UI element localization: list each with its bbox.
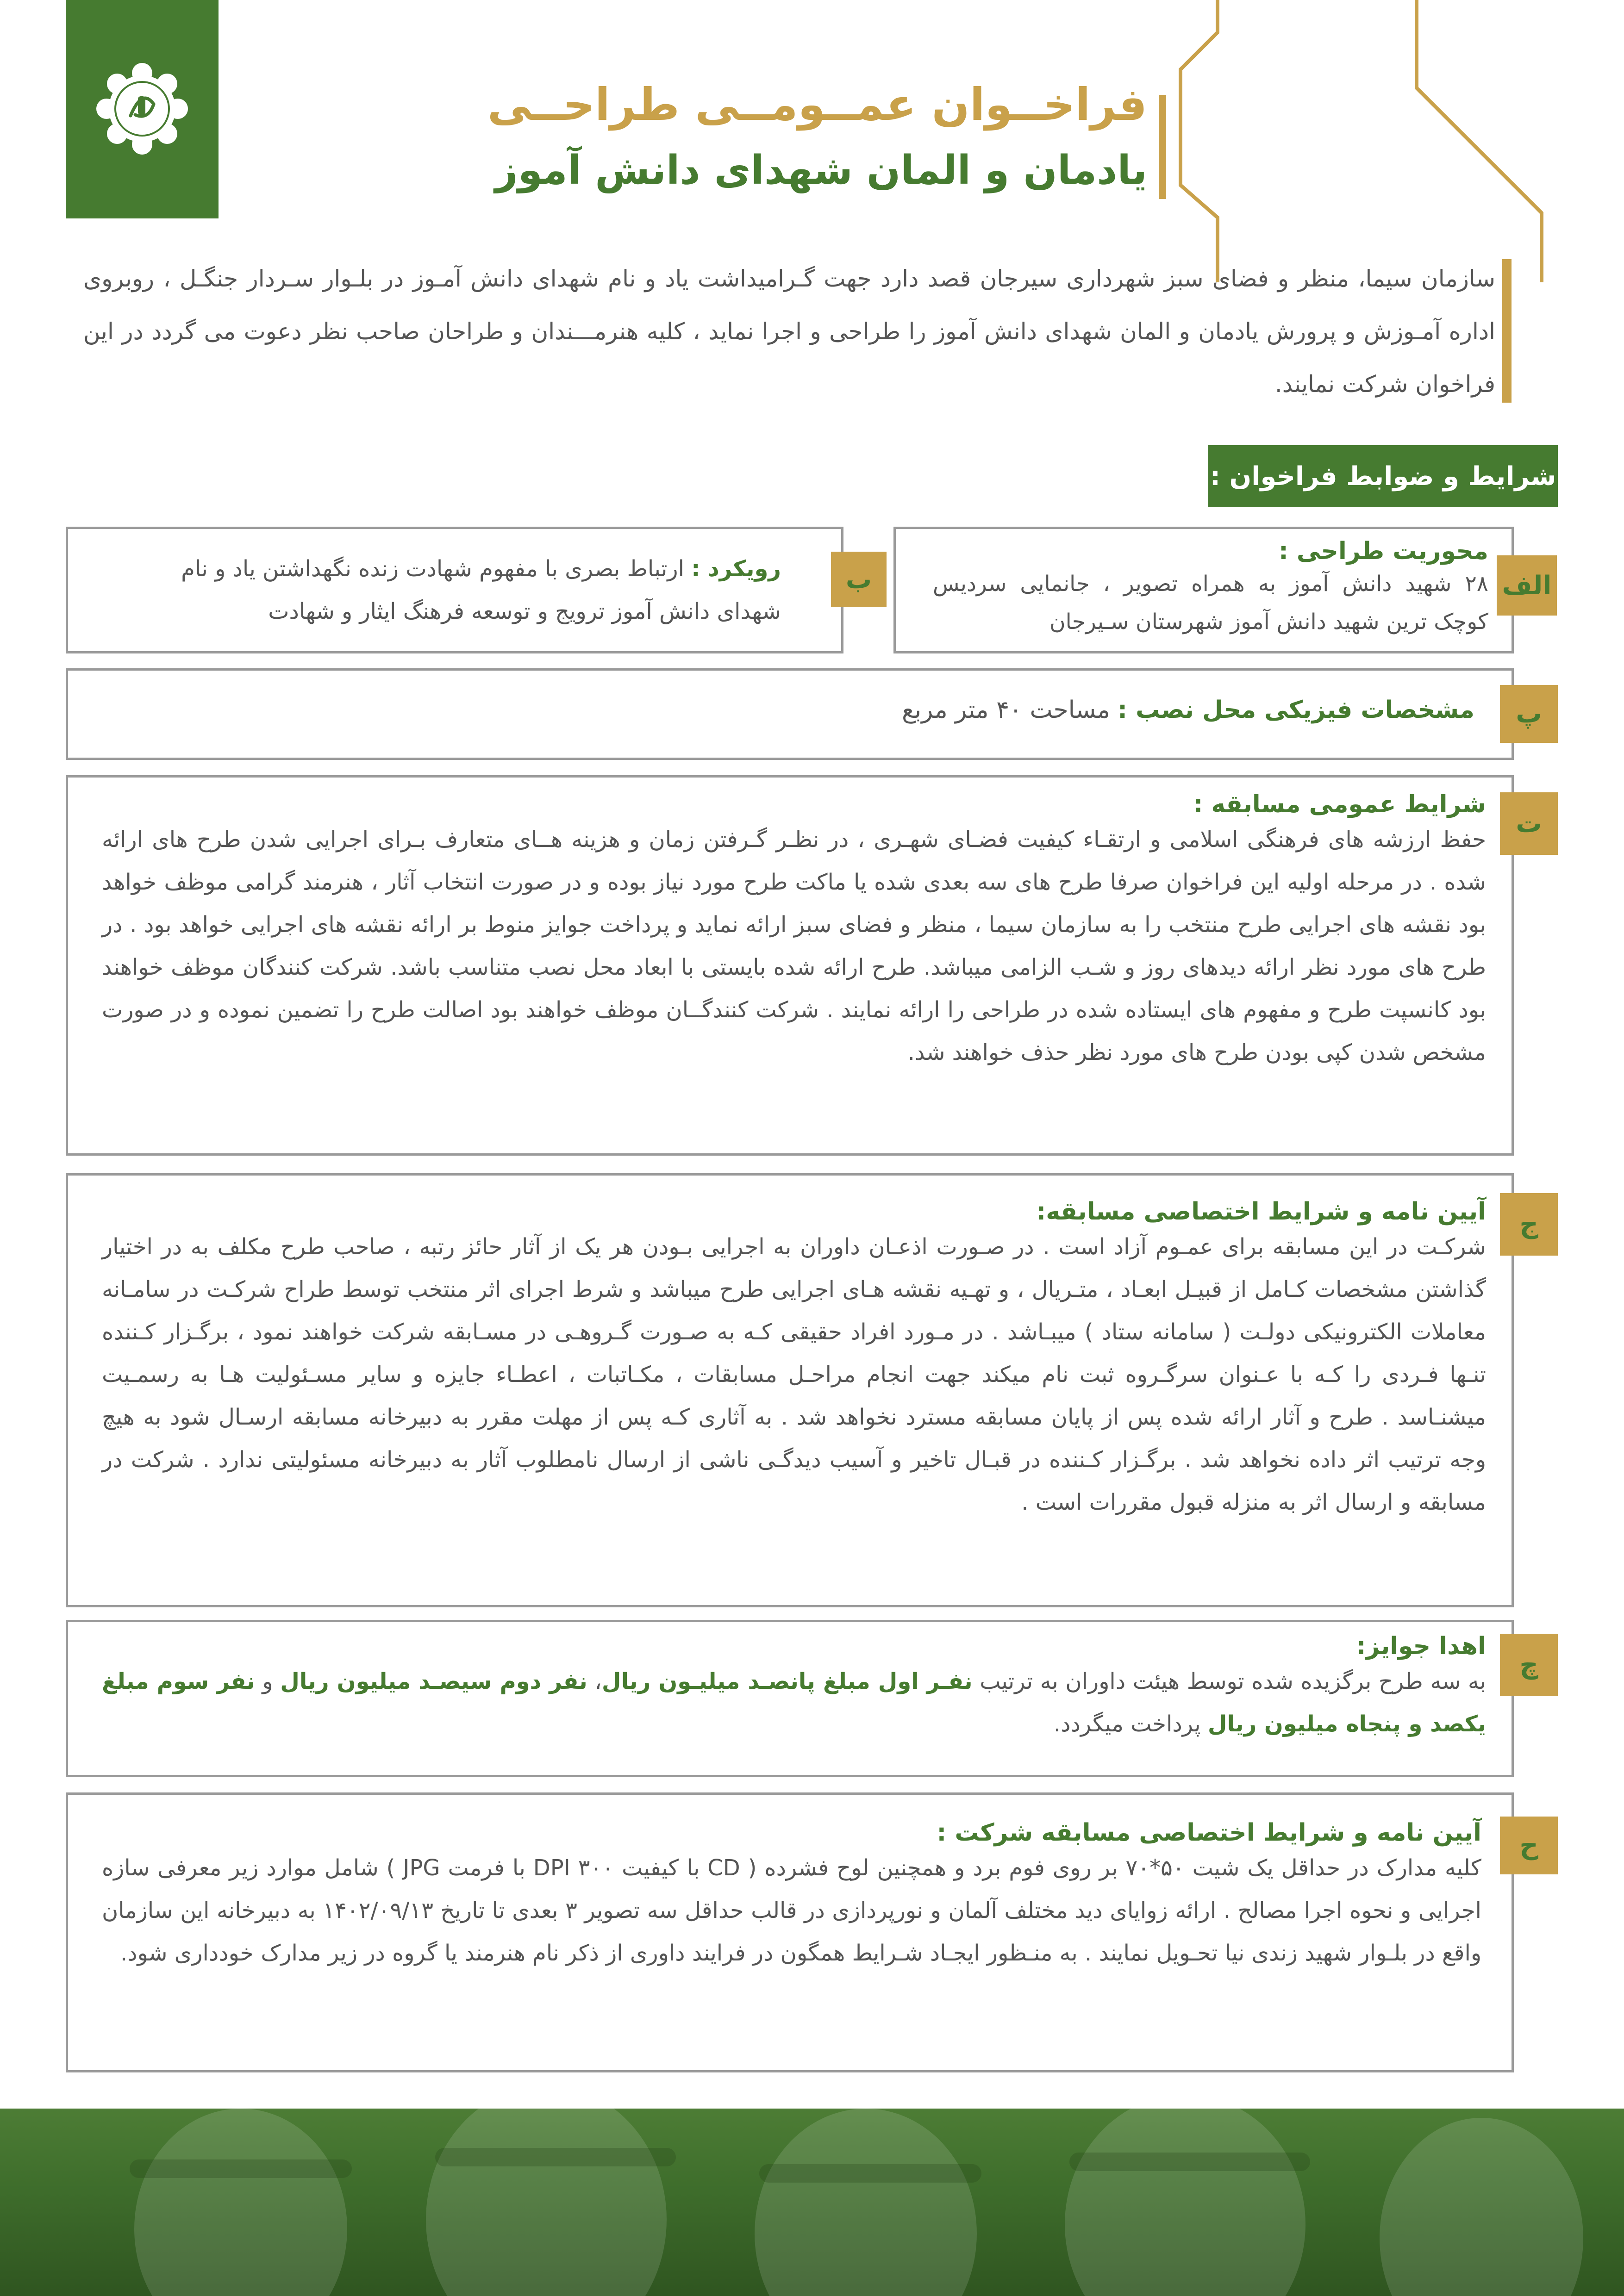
section-pe-title: مشخصات فیزیکی محل نصب : bbox=[1118, 696, 1474, 724]
prize-outro-text: پرداخت میگردد. bbox=[1053, 1711, 1201, 1737]
conditions-heading: شرایط و ضوابط فراخوان : bbox=[1208, 445, 1558, 507]
section-che-card bbox=[66, 1620, 1514, 1777]
section-te-card bbox=[66, 775, 1514, 1156]
section-alef-card bbox=[893, 527, 1514, 653]
municipality-emblem-icon bbox=[94, 60, 191, 157]
section-che-tab: چ bbox=[1500, 1634, 1558, 1696]
section-he-card bbox=[66, 1792, 1514, 2072]
section-he-text: کلیه مدارک در حداقل یک شیت ۵۰*۷۰ بر روی فوم برد و همچنین لوح فشرده ( CD با کیفیت DPI ۳۰۰ با فرمت JPG ) شامل موارد زیر معرفی سازه اجرایی و نحوه اجرا مصالح . ارائه زوایای دید مختلف آلمان و نورپردازی در قالب حداقل سه تصویر ۳ بعدی تا تاریخ ۱۴۰۲/۰۹/۱۳ به دبیرخانه این سازمان واقع در بلـوار شهید زندی نیا تحـویل نمایند . به منـظور ایجـاد شـرایط همگون در فرایند داوری از ذکر نام هنرمند یا گروه در زیر مدارک خودداری شود. bbox=[102, 1855, 1482, 1966]
decorative-gold-line bbox=[1167, 0, 1560, 282]
section-alef-title: محوریت طراحی : bbox=[1278, 537, 1488, 565]
martyrs-silhouette-icon bbox=[0, 2109, 1624, 2296]
section-be-tab: ب bbox=[831, 552, 887, 607]
section-be-title: رویکرد : bbox=[691, 556, 781, 582]
section-pe-text: مساحت ۴۰ متر مربع bbox=[902, 696, 1110, 724]
section-che-text bbox=[102, 1660, 1486, 1745]
prize-separator-2: و bbox=[262, 1668, 273, 1694]
section-alef-tab: الف bbox=[1497, 555, 1557, 616]
martyrs-photo-band bbox=[0, 2109, 1624, 2296]
prize-intro-text: به سه طرح برگزیده شده توسط هیئت داوران به ترتیب bbox=[980, 1668, 1487, 1694]
section-jim-title: آیین نامه و شرایط اختصاصی مسابقه: bbox=[1036, 1198, 1486, 1226]
prize-first: نفـر اول مبلغ پانصـد میلیـون ریال bbox=[601, 1668, 973, 1694]
section-jim-text: شرکـت در این مسابقه برای عمـوم آزاد است . در صـورت اذعـان داوران به اجرایی بـودن هر یک از آثار حائز رتبه ، صاحب طرح مکلف به در اختیار گذاشتن مشخصات کـامل از قبیـل ابعـاد ، متـریال ، و تهـیه نقشه هـای اجرایی طرح میباشد و شرط اجرای اثر منتخب توسط طراح شرکـت در سامـانه معاملات الکترونیکی دولـت ( سامانه ستاد ) میبـاشد . در مـورد افراد حقیقی کـه به صـورت گـروهـی در مسـابقه شرکت خواهند نمود ، برگـزار کـننده تنـها فـردی را کـه با عـنوان سرگـروه ثبت نام میکند جهت انجام مراحـل مسابقات ، مکـاتبات ، اعطـاء جایزه و سایر مسـئولیت هـا به رسمـیت میشنـاسد . طرح و آثار ارائه شده پس از پایان مسابقه مسترد نخواهد شد . به آثاری کـه پس از مهلت مقرر به دبیرخانه مسابقه ارسـال شود به هیچ وجه ترتیب اثر داده نخواهد شد . برگـزار کـننده در قبـال تاخیر و آسیب دیدگـی ناشی از ارسال نامطلوب آثار به دبیرخانه مسئولیتی ندارد . شرکت در مسابقه و ارسال اثر به منزله قبول مقررات است . bbox=[102, 1234, 1486, 1515]
section-pe-card bbox=[66, 668, 1514, 760]
prize-second: نفر دوم سیصـد میلیون ریال bbox=[280, 1668, 587, 1694]
page-subtitle: یادمان و المان شهدای دانش آموز bbox=[495, 147, 1147, 193]
title-accent-bar bbox=[1159, 95, 1166, 199]
page-title: فراخــوان عمــومــی طراحــی bbox=[487, 79, 1147, 131]
section-te-text: حفظ ارزشه های فرهنگی اسلامی و ارتقـاء کیفیت فضـای شهـری ، در نظـر گـرفتن زمان و هزینه هــای متعارف بـرای اجرایی شدن طرح های ارائه شده . در مرحله اولیه این فراخوان صرفا طرح های سه بعدی شده یا ماکت طرح مورد نیاز بوده و در صورت انتخاب آثار ، هنرمند گرامی موظف خواهد بود نقشه های اجرایی طرح منتخب را به سازمان سیما ، منظر و فضای سبز ارائه نماید و پرداخت جوایز منوط بر ارائه نقشه های اجرایی خواهد بود . در طرح های مورد نظر ارائه دیدهای روز و شـب الزامی میباشد. طرح ارائه شده بایستی با ابعاد محل نصب متناسب باشد. شرکت کنندگان موظف خواهند بود کانسپت طرح و مفهوم های ایستاده شده در طراحی را ارائه نمایند . شرکت کنندگــان موظف خواهند بود اصالت طرح را تضمین نموده و در صورت مشخص شدن کپی بودن طرح های مورد نظر حذف خواهند شد. bbox=[102, 827, 1486, 1065]
section-te-tab: ت bbox=[1500, 792, 1558, 855]
section-be-text: ارتباط بصری با مفهوم شهادت زنده نگهداشتن یاد و نام شهدای دانش آموز ترویج و توسعه فرهنگ ایثار و شهادت bbox=[181, 556, 781, 624]
intro-accent-bar bbox=[1502, 259, 1512, 403]
logo-panel bbox=[66, 0, 219, 218]
section-jim-tab: ج bbox=[1500, 1193, 1558, 1256]
section-te-title: شرایط عمومی مسابقه : bbox=[1193, 790, 1486, 818]
section-che-title: اهدا جوایز: bbox=[1356, 1632, 1486, 1660]
section-he-title: آیین نامه و شرایط اختصاصی مسابقه شرکت : bbox=[937, 1819, 1481, 1847]
prize-separator-1: ، bbox=[594, 1668, 602, 1694]
section-he-tab: ح bbox=[1500, 1817, 1558, 1874]
intro-paragraph: سازمان سیما، منظر و فضای سبز شهرداری سیرجان قصد دارد جهت گـرامیداشت یاد و نام شهدای دانش آمـوز در بلـوار سـردار جنگـل ، روبروی اداره آمـوزش و پرورش یادمان و المان شهدای دانش آموز را طراحی و اجرا نماید ، کلیه هنرمـــندان و طراحان صاحب نظر دعوت می گردد در این فراخوان شرکت نمایند. bbox=[83, 265, 1495, 398]
section-alef-text: ۲۸ شهید دانش آموز به همراه تصویر ، جانمایی سردیس کوچک ترین شهید دانش آموز شهرستان سـیرجان bbox=[933, 571, 1488, 635]
section-jim-card bbox=[66, 1173, 1514, 1607]
section-pe-tab: پ bbox=[1500, 685, 1558, 743]
section-be-card bbox=[66, 527, 843, 653]
prize-third: نفر سوم مبلغ یکصد و پنجاه میلیون ریال bbox=[102, 1668, 1486, 1737]
